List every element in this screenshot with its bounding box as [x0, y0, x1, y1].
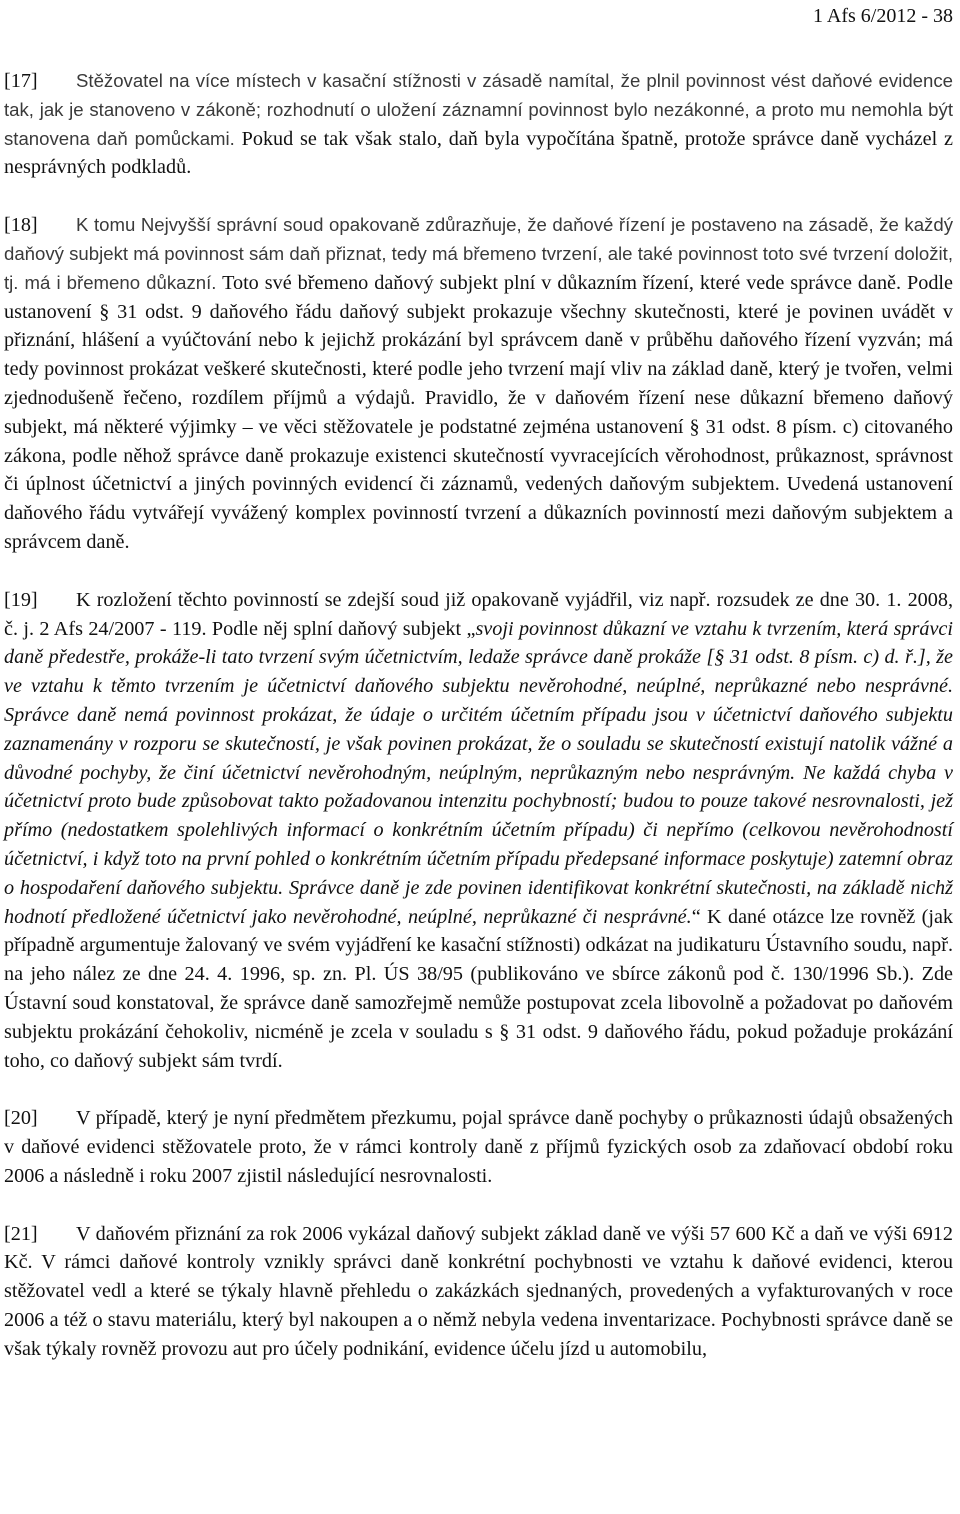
paragraph-text-sans: K tomu Nejvyšší správní soud opakovaně zdůrazňuje, že daňové řízení je postaveno na zásadě, že každý daňový subjekt má povinnost sám daň přiznat, tedy má břemeno tvrzení, ale také povinnost toto své tvrzení doložit, tj. má i břemeno důkazní. — [4, 214, 953, 293]
paragraph-text: Pokud se tak však stalo, daň byla vypočítána špatně, protože správce daně vycházel z nesprávných podkladů. — [4, 127, 953, 179]
paragraph-21 — [4, 1220, 953, 1364]
paragraph-20 — [4, 1104, 953, 1190]
paragraph-text-continued: “ K dané otázce lze rovněž (jak případně argumentuje žalovaný ve svém vyjádření ke kasační stížnosti) odkázat na judikaturu Ústavního soudu, např. na jeho nález ze dne 24. 4. 1996, sp. zn. Pl. ÚS 38/95 (publikováno ve sbírce zákonů pod č. 130/1996 Sb.). Zde Ústavní soud konstatoval, že správce daně samozřejmě nemůže postupovat zcela libovolně a požadovat po daňovém subjektu prokázání čehokoliv, nicméně je zcela v souladu s § 31 odst. 9 daňového řádu, pokud požaduje prokázání toho, co daňový subjekt sám tvrdí. — [4, 905, 953, 1072]
page-header: 1 Afs 6/2012 - 38 — [813, 5, 953, 27]
paragraph-number: [19] — [4, 588, 38, 611]
paragraph-number: [21] — [4, 1222, 38, 1245]
paragraph-text-sans: Stěžovatel na více místech v kasační stížnosti v zásadě namítal, že plnil povinnost vést daňové evidence tak, jak je stanoveno v zákoně; rozhodnutí o uložení záznamní povinnost bylo nezákonné, a proto mu nemohla být stanovena daň pomůckami. — [4, 70, 953, 149]
paragraph-17 — [4, 67, 953, 182]
paragraph-number: [20] — [4, 1107, 38, 1130]
paragraph-text: V případě, který je nyní předmětem přezkumu, pojal správce daně pochyby o průkaznosti údajů obsažených v daňové evidenci stěžovatele proto, že v rámci kontroly daně z příjmů fyzických osob za zdaňovací období roku 2006 a následně i roku 2007 zjistil následující nesrovnalosti. — [4, 1107, 953, 1187]
paragraph-text: K rozložení těchto povinností se zdejší soud již opakovaně vyjádřil, viz např. rozsudek ze dne 30. 1. 2008, č. j. 2 Afs 24/2007 - 119. Podle něj splní daňový subjekt „ — [4, 588, 953, 640]
paragraph-text: Toto své břemeno daňový subjekt plní v důkazním řízení, které vede správce daně. Podle ustanovení § 31 odst. 9 daňového řádu daňový subjekt prokazuje všechny skutečnosti, které je povinen uvádět v přiznání, hlášení a vyúčtování nebo k jejichž prokázání byl správcem daně v průběhu daňového řízení vyzván; má tedy povinnost prokázat veškeré skutečnosti, které podle jeho tvrzení mají vliv na základ daně, který je tvořen, velmi zjednodušeně řečeno, rozdílem příjmů a výdajů. Pravidlo, že v daňovém řízení nese důkazní břemeno daňový subjekt, má některé výjimky – ve věci stěžovatele je podstatné zejména ustanovení § 31 odst. 8 písm. c) citovaného zákona, podle něhož správce daně prokazuje existenci skutečností vyvracejících věrohodnost, průkaznost, správnost či úplnost účetnictví a jiných povinných evidencí či záznamů, vedených daňovým subjektem. Uvedená ustanovení daňového řádu vytvářejí vyvážený komplex povinností tvrzení a důkazních povinností mezi daňovým subjektem a správcem daně. — [4, 271, 953, 553]
paragraph-19 — [4, 586, 953, 1076]
paragraph-number: [17] — [4, 70, 38, 92]
paragraph-number: [18] — [4, 214, 38, 237]
paragraph-18 — [4, 211, 953, 557]
paragraph-text: V daňovém přiznání za rok 2006 vykázal daňový subjekt základ daně ve výši 57 600 Kč a daň ve výši 6912 Kč. V rámci daňové kontroly vznikly správci daně konkrétní pochybnosti ve vztahu k daňové evidenci, kterou stěžovatel vedl a které se týkaly hlavně přehledu o zakázkách sjednaných, provedených a vyfakturovaných v roce 2006 a též o stavu materiálu, který byl nakoupen a o němž nebyla vedena inventarizace. Pochybnosti správce daně se však týkaly rovněž provozu aut pro účely podnikání, evidence účelu jízd u automobilu, — [4, 1222, 953, 1360]
quoted-judgment: svoji povinnost důkazní ve vztahu k tvrzením, která správci daně předestře, prokáže-li tato tvrzení svým účetnictvím, ledaže správce daně prokáže [§ 31 odst. 8 písm. c) d. ř.], že ve vztahu k těmto tvrzením je účetnictví daňového subjektu nevěrohodné, neúplné, neprůkazné nebo nesprávné. Správce daně nemá povinnost prokázat, že údaje o určitém účetním případu jsou v účetnictví daňového subjektu zaznamenány v rozporu se skutečností, je však povinen prokázat, že o souladu se skutečností existují natolik vážné a důvodné pochyby, že činí účetnictví nevěrohodným, neúplným, neprůkazným nebo nesprávným. Ne každá chyba v účetnictví proto bude způsobovat takto požadovanou intenzitu pochybností; budou to pouze takové nesrovnalosti, jež přímo (nedostatkem spolehlivých informací o konkrétním účetním případu) či nepřímo (celkovou nevěrohodností účetnictví, i když toto na první pohled o konkrétním účetním případu předepsané informace poskytuje) zatemní obraz o hospodaření daňového subjektu. Správce daně je zde povinen identifikovat konkrétní skutečnosti, na základě nichž hodnotí předložené účetnictví jako nevěrohodné, neúplné, neprůkazné či nesprávné. — [4, 617, 953, 928]
